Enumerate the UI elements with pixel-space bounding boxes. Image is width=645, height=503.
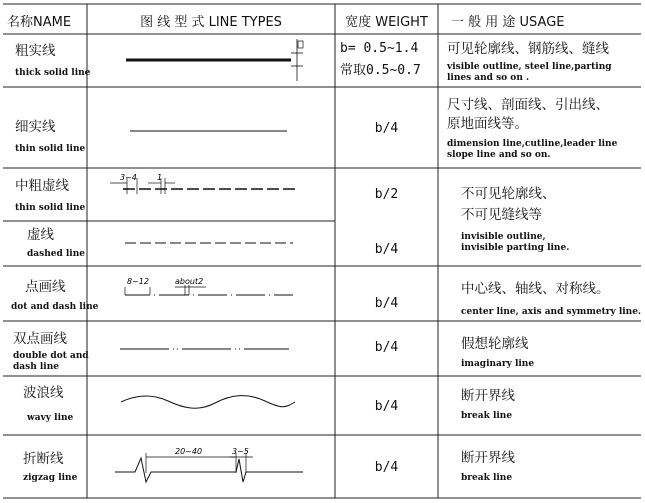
row-name-zh: 折断线 [23,451,64,467]
usage-zh: 原地面线等。 [447,116,528,132]
header-weight: 宽度 WEIGHT [345,15,428,30]
usage-en: invisible parting line. [461,243,570,253]
header-usage: 一 般 用 途 USAGE [451,15,565,30]
row-name-zh: 点画线 [25,279,66,295]
header-line-types: 图 线 型 式 LINE TYPES [140,15,282,30]
row-name-zh: 双点画线 [13,331,67,347]
usage-zh: 不可见缝线等 [461,207,542,223]
usage-en: invisible outline, [461,232,546,242]
zigzag-span-annotation: 20~40 [175,447,203,456]
row-name-en: zigzag line [23,473,78,483]
row-name-en: thin solid line [15,144,86,154]
usage-en: center line, axis and symmetry line. [461,307,642,317]
header-name: 名称NAME [7,15,72,30]
usage-zh: 断开界线 [461,450,515,466]
row-name-en: dash line [13,362,59,372]
row-name-zh: 中粗虚线 [15,178,69,194]
row-name-zh: 波浪线 [23,385,64,401]
chain-dot-annotation: about2 [175,277,204,286]
row-name-zh: 细实线 [15,119,56,135]
row-dot-dash-weight: b/4 [374,296,399,311]
usage-zh: 断开界线 [461,388,515,404]
sample-dot-dash [125,285,293,295]
usage-en: lines and so on . [447,73,530,83]
line-samples [3,3,641,499]
row-name-zh: 粗实线 [15,43,56,59]
row-name-en: dot and dash line [11,302,99,312]
row-dashed-weight: b/4 [374,242,399,257]
row-thin-solid-weight: b/4 [374,121,399,136]
sample-medium-dashed [110,178,295,194]
usage-zh: 中心线、轴线、对称线。 [461,281,610,297]
dash-mark-annotation: 1 [157,173,163,182]
row-wavy-weight: b/4 [374,399,399,414]
sample-thick-solid [126,39,303,81]
row-zigzag-weight: b/4 [374,460,399,475]
usage-en: dimension line,cutline,leader line [447,139,618,149]
chain-dash-annotation: 8~12 [127,277,149,286]
row-double-dot-weight: b/4 [374,340,399,355]
usage-en: imaginary line [461,359,535,369]
usage-zh: 假想轮廓线 [461,336,529,352]
row-medium-dashed-weight: b/2 [374,187,399,202]
usage-zh: 尺寸线、剖面线、引出线、 [447,97,609,113]
weight-note: 常取0.5~0.7 [340,63,421,78]
row-name-en: dashed line [27,249,85,259]
usage-zh: 可见轮廓线、钢筋线、缝线 [447,41,609,57]
sample-wavy [121,396,295,409]
sample-zigzag [115,453,303,482]
dash-gap-annotation: 3~4 [120,173,137,182]
row-name-en: double dot and [13,351,89,361]
row-name-en: wavy line [27,413,74,423]
zigzag-tooth-annotation: 3~5 [232,447,249,456]
usage-en: break line [461,473,513,483]
line-types-table [3,3,641,499]
usage-en: break line [461,411,513,421]
row-name-en: thin solid line [15,203,86,213]
usage-en: visible outline, steel line,parting [447,62,612,72]
row-name-zh: 虚线 [27,227,54,243]
usage-en: slope line and so on. [447,150,551,160]
weight-value: b= 0.5~1.4 [340,41,419,56]
row-name-en: thick solid line [15,68,91,78]
usage-zh: 不可见轮廓线、 [461,186,556,202]
